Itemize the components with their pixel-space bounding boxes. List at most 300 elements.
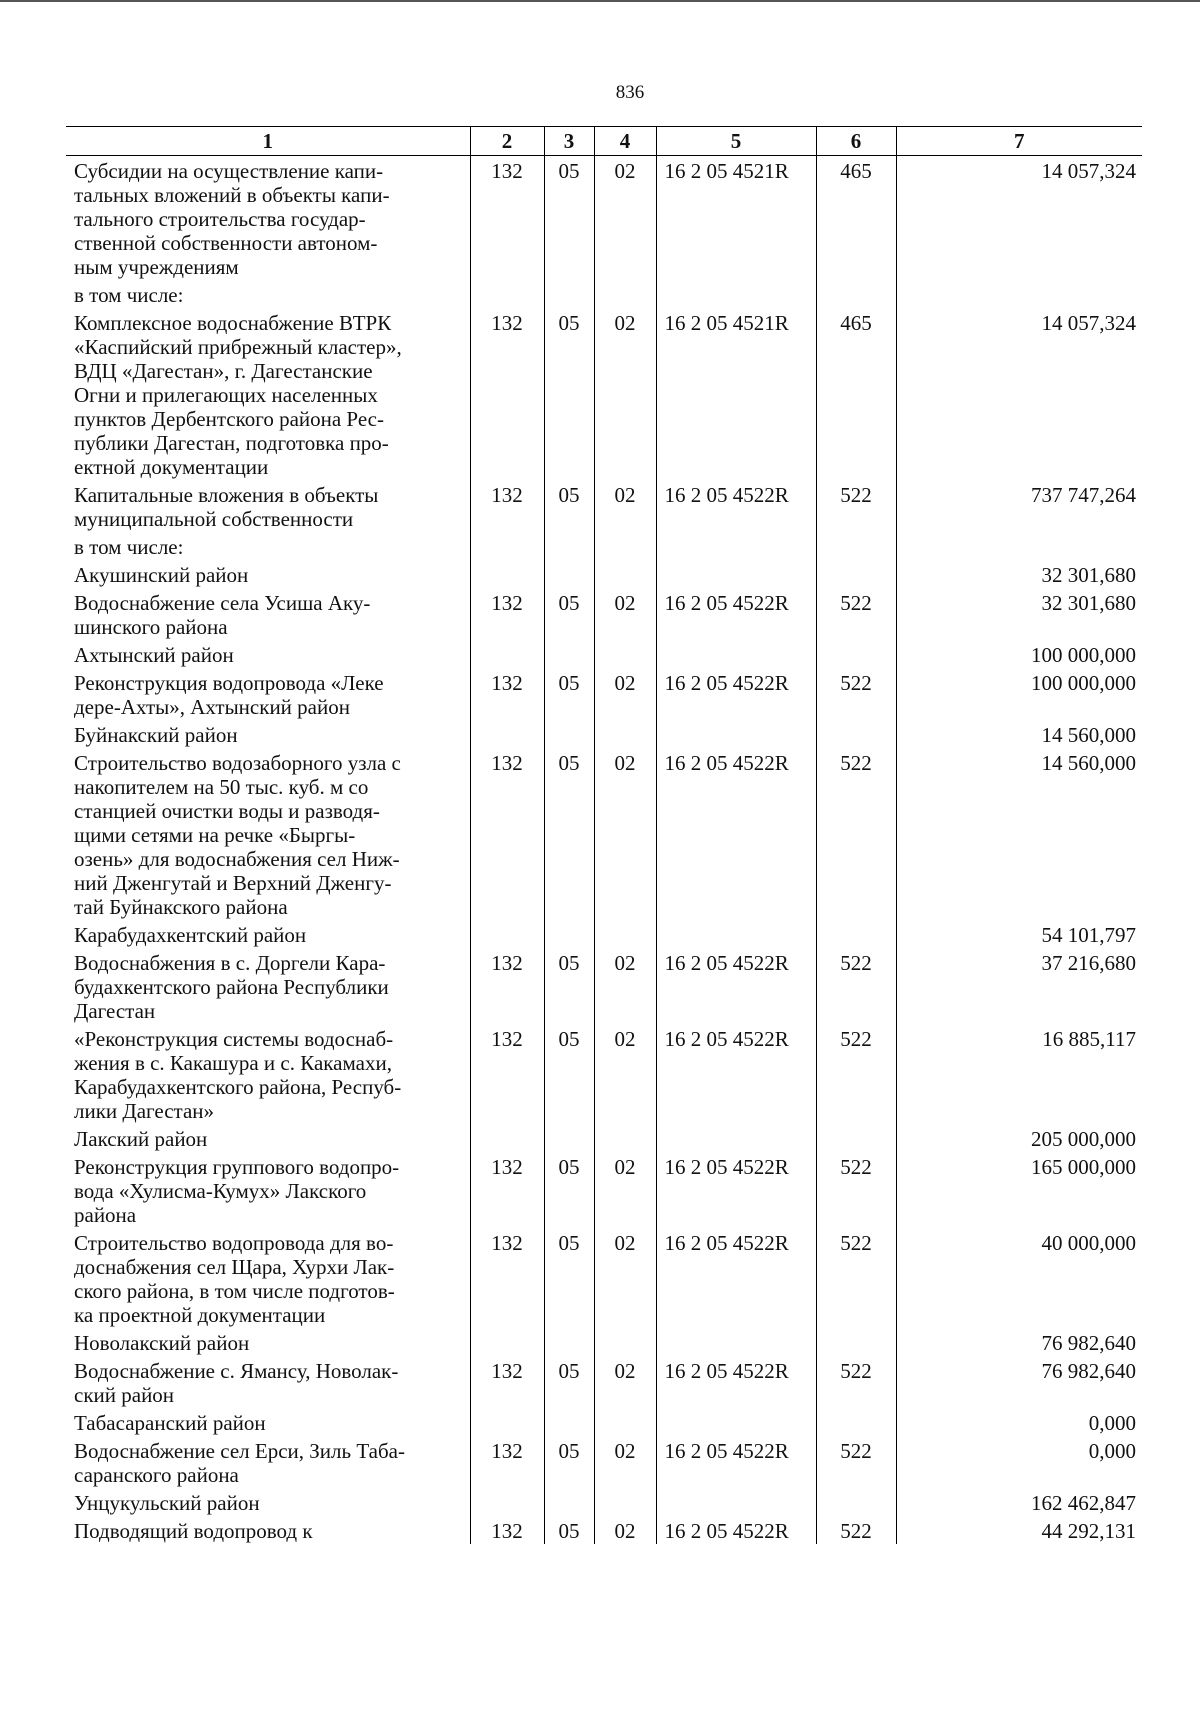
code-2-cell: [470, 1228, 544, 1328]
code-4-cell: [594, 640, 656, 668]
amount-cell-text: 14 560,000: [1041, 751, 1136, 775]
amount-cell: [896, 1124, 1142, 1152]
code-6-cell: [816, 1516, 896, 1544]
code-3-cell: [544, 668, 594, 720]
table-row: [66, 1328, 1142, 1356]
code-3-cell-text: 05: [558, 1231, 580, 1255]
code-6-cell: [816, 1356, 896, 1408]
table-row: [66, 1436, 1142, 1488]
row-name-cell: [66, 1408, 470, 1436]
amount-cell: [896, 1436, 1142, 1488]
code-2-cell: [470, 1024, 544, 1124]
code-6-cell-text: 522: [840, 1359, 872, 1383]
table-row: [66, 1516, 1142, 1544]
code-2-cell: [470, 308, 544, 480]
row-name-cell: [66, 308, 470, 480]
amount-cell: [896, 1228, 1142, 1328]
amount-cell-text: 14 057,324: [1041, 159, 1136, 183]
code-3-cell: [544, 560, 594, 588]
table-row: [66, 480, 1142, 532]
code-6-cell: [816, 948, 896, 1024]
code-3-cell: [544, 640, 594, 668]
code-5-cell: [656, 668, 816, 720]
code-2-cell-text: 132: [491, 311, 523, 335]
code-4-cell: [594, 1024, 656, 1124]
amount-cell: [896, 1024, 1142, 1124]
code-6-cell-text: 522: [840, 1519, 872, 1543]
table-row: [66, 1152, 1142, 1228]
code-4-cell: [594, 1488, 656, 1516]
table-row: [66, 640, 1142, 668]
column-header: 1: [66, 127, 470, 156]
amount-cell: [896, 1488, 1142, 1516]
code-2-cell-text: 132: [491, 1519, 523, 1543]
column-header: 4: [594, 127, 656, 156]
code-6-cell-text: 522: [840, 1155, 872, 1179]
code-6-cell: [816, 480, 896, 532]
code-6-cell: [816, 308, 896, 480]
code-5-cell-text: 16 2 05 4522R: [664, 671, 789, 695]
row-name-cell-text: Реконструкция группового водопро- вода «Хулисма-Кумух» Лакского района: [74, 1155, 400, 1227]
code-4-cell: [594, 588, 656, 640]
code-4-cell: [594, 1124, 656, 1152]
code-5-cell: [656, 560, 816, 588]
code-6-cell: [816, 1024, 896, 1124]
code-6-cell: [816, 640, 896, 668]
table-row: [66, 156, 1142, 281]
code-5-cell-text: 16 2 05 4522R: [664, 1155, 789, 1179]
row-name-cell: [66, 156, 470, 281]
code-2-cell: [470, 1516, 544, 1544]
amount-cell-text: 165 000,000: [1031, 1155, 1136, 1179]
code-2-cell-text: 132: [491, 1439, 523, 1463]
row-name-cell-text: Строительство водозаборного узла с накопителем на 50 тыс. куб. м со станцией очистки воды и разводя- щими сетями на речке «Быргы- озень» для водоснабжения сел Ниж- ний Дженгутай и Верхний Дженгу- тай Буйнакского района: [74, 751, 401, 919]
code-4-cell: [594, 280, 656, 308]
code-2-cell: [470, 532, 544, 560]
code-4-cell-text: 02: [614, 159, 636, 183]
code-6-cell-text: 522: [840, 671, 872, 695]
code-2-cell: [470, 640, 544, 668]
code-6-cell: [816, 588, 896, 640]
code-4-cell: [594, 480, 656, 532]
code-2-cell: [470, 560, 544, 588]
code-4-cell: [594, 1356, 656, 1408]
code-4-cell: [594, 720, 656, 748]
row-name-cell: [66, 748, 470, 920]
table-row: [66, 280, 1142, 308]
row-name-cell-text: в том числе:: [74, 535, 184, 559]
code-2-cell: [470, 1124, 544, 1152]
code-3-cell-text: 05: [558, 591, 580, 615]
row-name-cell-text: Строительство водопровода для во- доснабжения сел Щара, Хурхи Лак- ского района, в том числе подготов- ка проектной документации: [74, 1231, 395, 1327]
code-6-cell-text: 522: [840, 751, 872, 775]
row-name-cell: [66, 1228, 470, 1328]
code-3-cell-text: 05: [558, 671, 580, 695]
code-6-cell: [816, 156, 896, 281]
row-name-cell-text: Водоснабжения в с. Доргели Кара- будахкентского района Республики Дагестан: [74, 951, 389, 1023]
code-3-cell: [544, 948, 594, 1024]
code-3-cell-text: 05: [558, 311, 580, 335]
amount-cell: [896, 920, 1142, 948]
code-5-cell: [656, 1516, 816, 1544]
table-row: [66, 920, 1142, 948]
code-6-cell-text: 522: [840, 1231, 872, 1255]
code-6-cell: [816, 1228, 896, 1328]
row-name-cell-text: Комплексное водоснабжение ВТРК «Каспийский прибрежный кластер», ВДЦ «Дагестан», г. Дагестанские Огни и прилегающих населенных пунктов Дербентского района Рес- публики Дагестан, подготовка про- ектной документации: [74, 311, 402, 479]
row-name-cell: [66, 532, 470, 560]
amount-cell: [896, 948, 1142, 1024]
code-2-cell: [470, 1356, 544, 1408]
code-4-cell-text: 02: [614, 1359, 636, 1383]
table-row: [66, 1228, 1142, 1328]
row-name-cell-text: Реконструкция водопровода «Леке дере-Ахты», Ахтынский район: [74, 671, 384, 719]
code-5-cell-text: 16 2 05 4522R: [664, 1519, 789, 1543]
page-number: 836: [615, 82, 645, 103]
table-row: [66, 1024, 1142, 1124]
code-4-cell: [594, 1328, 656, 1356]
row-name-cell: [66, 1516, 470, 1544]
amount-cell-text: 16 885,117: [1042, 1027, 1136, 1051]
code-5-cell: [656, 948, 816, 1024]
code-3-cell-text: 05: [558, 1439, 580, 1463]
code-4-cell: [594, 748, 656, 920]
amount-cell: [896, 1152, 1142, 1228]
code-6-cell: [816, 1124, 896, 1152]
code-2-cell-text: 132: [491, 951, 523, 975]
code-6-cell: [816, 1488, 896, 1516]
code-6-cell-text: 522: [840, 483, 872, 507]
row-name-cell-text: Карабудахкентский район: [74, 923, 307, 947]
code-5-cell-text: 16 2 05 4522R: [664, 951, 789, 975]
code-4-cell-text: 02: [614, 1439, 636, 1463]
code-4-cell: [594, 532, 656, 560]
table-row: [66, 1488, 1142, 1516]
code-2-cell-text: 132: [491, 1155, 523, 1179]
code-5-cell: [656, 640, 816, 668]
code-3-cell: [544, 156, 594, 281]
code-4-cell-text: 02: [614, 1027, 636, 1051]
code-2-cell-text: 132: [491, 1359, 523, 1383]
code-5-cell: [656, 748, 816, 920]
row-name-cell: [66, 588, 470, 640]
code-5-cell: [656, 480, 816, 532]
code-3-cell: [544, 1228, 594, 1328]
row-name-cell: [66, 1488, 470, 1516]
amount-cell: [896, 480, 1142, 532]
code-5-cell: [656, 1488, 816, 1516]
code-6-cell-text: 522: [840, 591, 872, 615]
table-row: [66, 720, 1142, 748]
code-3-cell: [544, 1124, 594, 1152]
code-2-cell-text: 132: [491, 159, 523, 183]
code-3-cell: [544, 1516, 594, 1544]
code-2-cell-text: 132: [491, 1027, 523, 1051]
table-row: [66, 1408, 1142, 1436]
code-3-cell-text: 05: [558, 1519, 580, 1543]
amount-cell-text: 32 301,680: [1041, 591, 1136, 615]
code-2-cell-text: 132: [491, 1231, 523, 1255]
column-header: 2: [470, 127, 544, 156]
amount-cell: [896, 280, 1142, 308]
code-3-cell-text: 05: [558, 1359, 580, 1383]
code-3-cell: [544, 748, 594, 920]
amount-cell: [896, 1328, 1142, 1356]
code-5-cell-text: 16 2 05 4522R: [664, 1231, 789, 1255]
code-6-cell: [816, 280, 896, 308]
code-4-cell-text: 02: [614, 483, 636, 507]
code-6-cell: [816, 720, 896, 748]
row-name-cell: [66, 280, 470, 308]
amount-cell-text: 737 747,264: [1031, 483, 1136, 507]
code-3-cell: [544, 1328, 594, 1356]
code-6-cell: [816, 748, 896, 920]
code-2-cell: [470, 1328, 544, 1356]
code-2-cell: [470, 920, 544, 948]
amount-cell: [896, 1408, 1142, 1436]
row-name-cell-text: в том числе:: [74, 283, 184, 307]
table-row: [66, 532, 1142, 560]
code-5-cell: [656, 156, 816, 281]
code-3-cell: [544, 532, 594, 560]
code-5-cell: [656, 1152, 816, 1228]
code-5-cell: [656, 1408, 816, 1436]
code-4-cell: [594, 920, 656, 948]
code-6-cell: [816, 668, 896, 720]
row-name-cell-text: Унцукульский район: [74, 1491, 260, 1515]
code-2-cell: [470, 668, 544, 720]
scan-top-border: [0, 0, 1200, 2]
column-header: 5: [656, 127, 816, 156]
column-header: 7: [896, 127, 1142, 156]
column-header: 6: [816, 127, 896, 156]
amount-cell-text: 14 560,000: [1041, 723, 1136, 747]
code-3-cell-text: 05: [558, 751, 580, 775]
table-row: [66, 1124, 1142, 1152]
row-name-cell: [66, 1328, 470, 1356]
code-4-cell: [594, 668, 656, 720]
code-4-cell-text: 02: [614, 951, 636, 975]
row-name-cell-text: Новолакский район: [74, 1331, 250, 1355]
code-6-cell: [816, 560, 896, 588]
code-5-cell-text: 16 2 05 4522R: [664, 591, 789, 615]
code-4-cell: [594, 1408, 656, 1436]
code-3-cell-text: 05: [558, 483, 580, 507]
row-name-cell-text: Подводящий водопровод к: [74, 1519, 313, 1543]
column-header: 3: [544, 127, 594, 156]
amount-cell: [896, 532, 1142, 560]
code-4-cell: [594, 1436, 656, 1488]
code-3-cell: [544, 1152, 594, 1228]
code-3-cell: [544, 588, 594, 640]
code-3-cell: [544, 1436, 594, 1488]
code-3-cell: [544, 480, 594, 532]
code-4-cell-text: 02: [614, 1519, 636, 1543]
table-row: [66, 308, 1142, 480]
amount-cell: [896, 560, 1142, 588]
code-3-cell-text: 05: [558, 1027, 580, 1051]
code-2-cell-text: 132: [491, 671, 523, 695]
row-name-cell-text: Лакский район: [74, 1127, 208, 1151]
row-name-cell: [66, 560, 470, 588]
row-name-cell-text: Водоснабжение сел Ерси, Зиль Таба- саранского района: [74, 1439, 405, 1487]
code-6-cell-text: 465: [840, 311, 872, 335]
code-5-cell-text: 16 2 05 4521R: [664, 159, 789, 183]
code-5-cell: [656, 920, 816, 948]
code-5-cell: [656, 720, 816, 748]
amount-cell-text: 100 000,000: [1031, 671, 1136, 695]
code-2-cell: [470, 280, 544, 308]
code-2-cell-text: 132: [491, 751, 523, 775]
code-5-cell-text: 16 2 05 4521R: [664, 311, 789, 335]
code-2-cell: [470, 720, 544, 748]
amount-cell: [896, 668, 1142, 720]
row-name-cell: [66, 668, 470, 720]
code-4-cell-text: 02: [614, 751, 636, 775]
code-5-cell: [656, 532, 816, 560]
code-4-cell-text: 02: [614, 1231, 636, 1255]
row-name-cell: [66, 1024, 470, 1124]
code-4-cell: [594, 308, 656, 480]
code-3-cell: [544, 1408, 594, 1436]
code-2-cell: [470, 948, 544, 1024]
code-3-cell: [544, 720, 594, 748]
table-row: [66, 748, 1142, 920]
code-3-cell-text: 05: [558, 951, 580, 975]
code-5-cell-text: 16 2 05 4522R: [664, 751, 789, 775]
code-6-cell: [816, 1408, 896, 1436]
table-row: [66, 560, 1142, 588]
code-2-cell: [470, 1488, 544, 1516]
code-6-cell: [816, 1152, 896, 1228]
amount-cell: [896, 156, 1142, 281]
code-5-cell-text: 16 2 05 4522R: [664, 1027, 789, 1051]
amount-cell-text: 14 057,324: [1041, 311, 1136, 335]
row-name-cell: [66, 640, 470, 668]
code-3-cell: [544, 1488, 594, 1516]
code-4-cell: [594, 1516, 656, 1544]
code-5-cell: [656, 308, 816, 480]
table-row: [66, 948, 1142, 1024]
table-row: [66, 1356, 1142, 1408]
amount-cell-text: 0,000: [1088, 1439, 1136, 1463]
code-6-cell-text: 522: [840, 1027, 872, 1051]
code-6-cell-text: 522: [840, 1439, 872, 1463]
code-2-cell: [470, 1436, 544, 1488]
code-5-cell-text: 16 2 05 4522R: [664, 1439, 789, 1463]
row-name-cell: [66, 948, 470, 1024]
row-name-cell: [66, 1356, 470, 1408]
amount-cell: [896, 1356, 1142, 1408]
code-5-cell: [656, 1124, 816, 1152]
amount-cell: [896, 308, 1142, 480]
amount-cell-text: 40 000,000: [1041, 1231, 1136, 1255]
code-6-cell-text: 522: [840, 951, 872, 975]
code-2-cell-text: 132: [491, 591, 523, 615]
code-3-cell-text: 05: [558, 1155, 580, 1179]
amount-cell-text: 76 982,640: [1041, 1331, 1136, 1355]
row-name-cell: [66, 1436, 470, 1488]
row-name-cell: [66, 480, 470, 532]
row-name-cell-text: Табасаранский район: [74, 1411, 266, 1435]
code-3-cell-text: 05: [558, 159, 580, 183]
code-4-cell-text: 02: [614, 1155, 636, 1179]
row-name-cell: [66, 1124, 470, 1152]
amount-cell: [896, 720, 1142, 748]
amount-cell-text: 37 216,680: [1041, 951, 1136, 975]
amount-cell: [896, 1516, 1142, 1544]
code-4-cell-text: 02: [614, 671, 636, 695]
row-name-cell-text: Буйнакский район: [74, 723, 238, 747]
code-4-cell: [594, 156, 656, 281]
amount-cell: [896, 748, 1142, 920]
code-5-cell: [656, 1356, 816, 1408]
amount-cell: [896, 588, 1142, 640]
code-6-cell: [816, 532, 896, 560]
code-5-cell-text: 16 2 05 4522R: [664, 1359, 789, 1383]
code-5-cell: [656, 588, 816, 640]
row-name-cell: [66, 1152, 470, 1228]
amount-cell-text: 205 000,000: [1031, 1127, 1136, 1151]
amount-cell-text: 44 292,131: [1041, 1519, 1136, 1543]
row-name-cell-text: Акушинский район: [74, 563, 249, 587]
code-6-cell: [816, 1328, 896, 1356]
amount-cell-text: 100 000,000: [1031, 643, 1136, 667]
code-5-cell: [656, 1436, 816, 1488]
amount-cell-text: 32 301,680: [1041, 563, 1136, 587]
code-6-cell: [816, 920, 896, 948]
amount-cell: [896, 640, 1142, 668]
code-3-cell: [544, 920, 594, 948]
code-2-cell: [470, 588, 544, 640]
table-row: [66, 588, 1142, 640]
code-3-cell: [544, 308, 594, 480]
code-3-cell: [544, 280, 594, 308]
row-name-cell: [66, 720, 470, 748]
amount-cell-text: 76 982,640: [1041, 1359, 1136, 1383]
row-name-cell-text: Водоснабжение с. Ямансу, Новолак- ский район: [74, 1359, 399, 1407]
code-4-cell-text: 02: [614, 311, 636, 335]
row-name-cell-text: Ахтынский район: [74, 643, 234, 667]
row-name-cell-text: Субсидии на осуществление капи- тальных вложений в объекты капи- тального строительства государ- ственной собственности автоном- ным учреждениям: [74, 159, 390, 279]
amount-cell-text: 162 462,847: [1031, 1491, 1136, 1515]
code-4-cell: [594, 1228, 656, 1328]
table-body: [66, 156, 1142, 1545]
code-2-cell: [470, 1408, 544, 1436]
code-3-cell: [544, 1024, 594, 1124]
code-5-cell-text: 16 2 05 4522R: [664, 483, 789, 507]
code-5-cell: [656, 1228, 816, 1328]
code-2-cell: [470, 480, 544, 532]
budget-table: [66, 126, 1142, 1544]
table-row: [66, 668, 1142, 720]
code-4-cell-text: 02: [614, 591, 636, 615]
code-6-cell-text: 465: [840, 159, 872, 183]
row-name-cell-text: Водоснабжение села Усиша Аку- шинского района: [74, 591, 371, 639]
code-4-cell: [594, 560, 656, 588]
code-4-cell: [594, 948, 656, 1024]
code-2-cell: [470, 1152, 544, 1228]
code-2-cell: [470, 156, 544, 281]
code-5-cell: [656, 280, 816, 308]
code-2-cell: [470, 748, 544, 920]
code-5-cell: [656, 1024, 816, 1124]
table-header-row: [66, 127, 1142, 156]
row-name-cell-text: «Реконструкция системы водоснаб- жения в с. Какашура и с. Какамахи, Карабудахкентского района, Респуб- лики Дагестан»: [74, 1027, 402, 1123]
code-4-cell: [594, 1152, 656, 1228]
row-name-cell: [66, 920, 470, 948]
code-3-cell: [544, 1356, 594, 1408]
row-name-cell-text: Капитальные вложения в объекты муниципальной собственности: [74, 483, 379, 531]
